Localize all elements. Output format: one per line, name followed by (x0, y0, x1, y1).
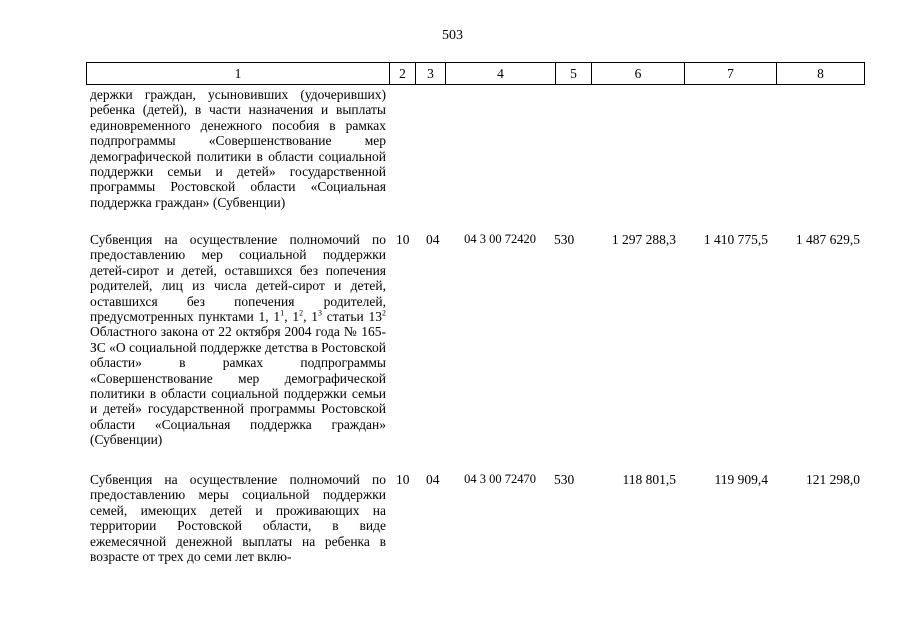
expense-type-code: 530 (554, 472, 575, 487)
page-number: 503 (442, 28, 463, 43)
section-code: 10 (396, 232, 410, 247)
amount-col-7: 1 410 775,5 (703, 232, 768, 247)
amount-col-6: 118 801,5 (622, 472, 676, 487)
row-description: Субвенция на осуществление полномочий по предоставлению меры социальной поддержки семей, имеющих детей и проживающих на территории Ростовской области, в виде ежемесячной денежной выплаты на ребенка в возрасте от трех до семи лет вклю- (90, 472, 386, 565)
target-article-code: 04 3 00 72420 (464, 232, 536, 246)
header-col-2: 2 (390, 63, 416, 85)
superscript: 1 (280, 308, 285, 318)
target-article-code: 04 3 00 72470 (464, 472, 536, 486)
amount-col-6: 1 297 288,3 (611, 232, 676, 247)
header-col-1: 1 (87, 63, 390, 85)
header-col-7: 7 (685, 63, 777, 85)
row-description (90, 232, 386, 448)
description-text: Областного закона от 22 октября 2004 года № 165-ЗС «О социальной поддержке детства в Ростовской области» в рамках подпрограммы «Совершенствование мер демографической политики в области социальной поддержки семьи и детей» государственной программы Ростовской области «Социальная поддержка граждан» (Субвенции) (90, 324, 386, 448)
subsection-code: 04 (426, 232, 440, 247)
superscript: 2 (382, 308, 387, 318)
amount-col-7: 119 909,4 (714, 472, 768, 487)
superscript: 3 (318, 308, 322, 318)
superscript: 2 (299, 308, 304, 318)
amount-col-8: 121 298,0 (806, 472, 860, 487)
description-text: , 1 (303, 309, 318, 325)
section-code: 10 (396, 472, 410, 487)
header-col-6: 6 (592, 63, 685, 85)
description-text: статьи 13 (322, 309, 383, 325)
header-col-3: 3 (416, 63, 446, 85)
description-text: Субвенция на осуществление полномочий по предоставлению мер социальной поддержки детей-сирот и детей, оставшихся без попечения родителей, лиц из числа детей-сирот и детей, оставшихся без попечения родителей, предусмотренных пунктами 1, 1 (90, 232, 386, 325)
header-col-4: 4 (446, 63, 556, 85)
amount-col-8: 1 487 629,5 (795, 232, 860, 247)
header-col-5: 5 (556, 63, 592, 85)
header-col-8: 8 (777, 63, 865, 85)
subsection-code: 04 (426, 472, 440, 487)
description-text: , 1 (284, 309, 300, 325)
column-number-header (86, 62, 865, 85)
expense-type-code: 530 (554, 232, 575, 247)
row-description: держки граждан, усыновивших (удочеривших) ребенка (детей), в части назначения и выплаты единовременного денежного пособия в рамках подпрограммы «Совершенствование мер демографической политики в области социальной поддержки семьи и детей» государственной программы Ростовской области «Социальная поддержка граждан» (Субвенции) (90, 87, 386, 210)
